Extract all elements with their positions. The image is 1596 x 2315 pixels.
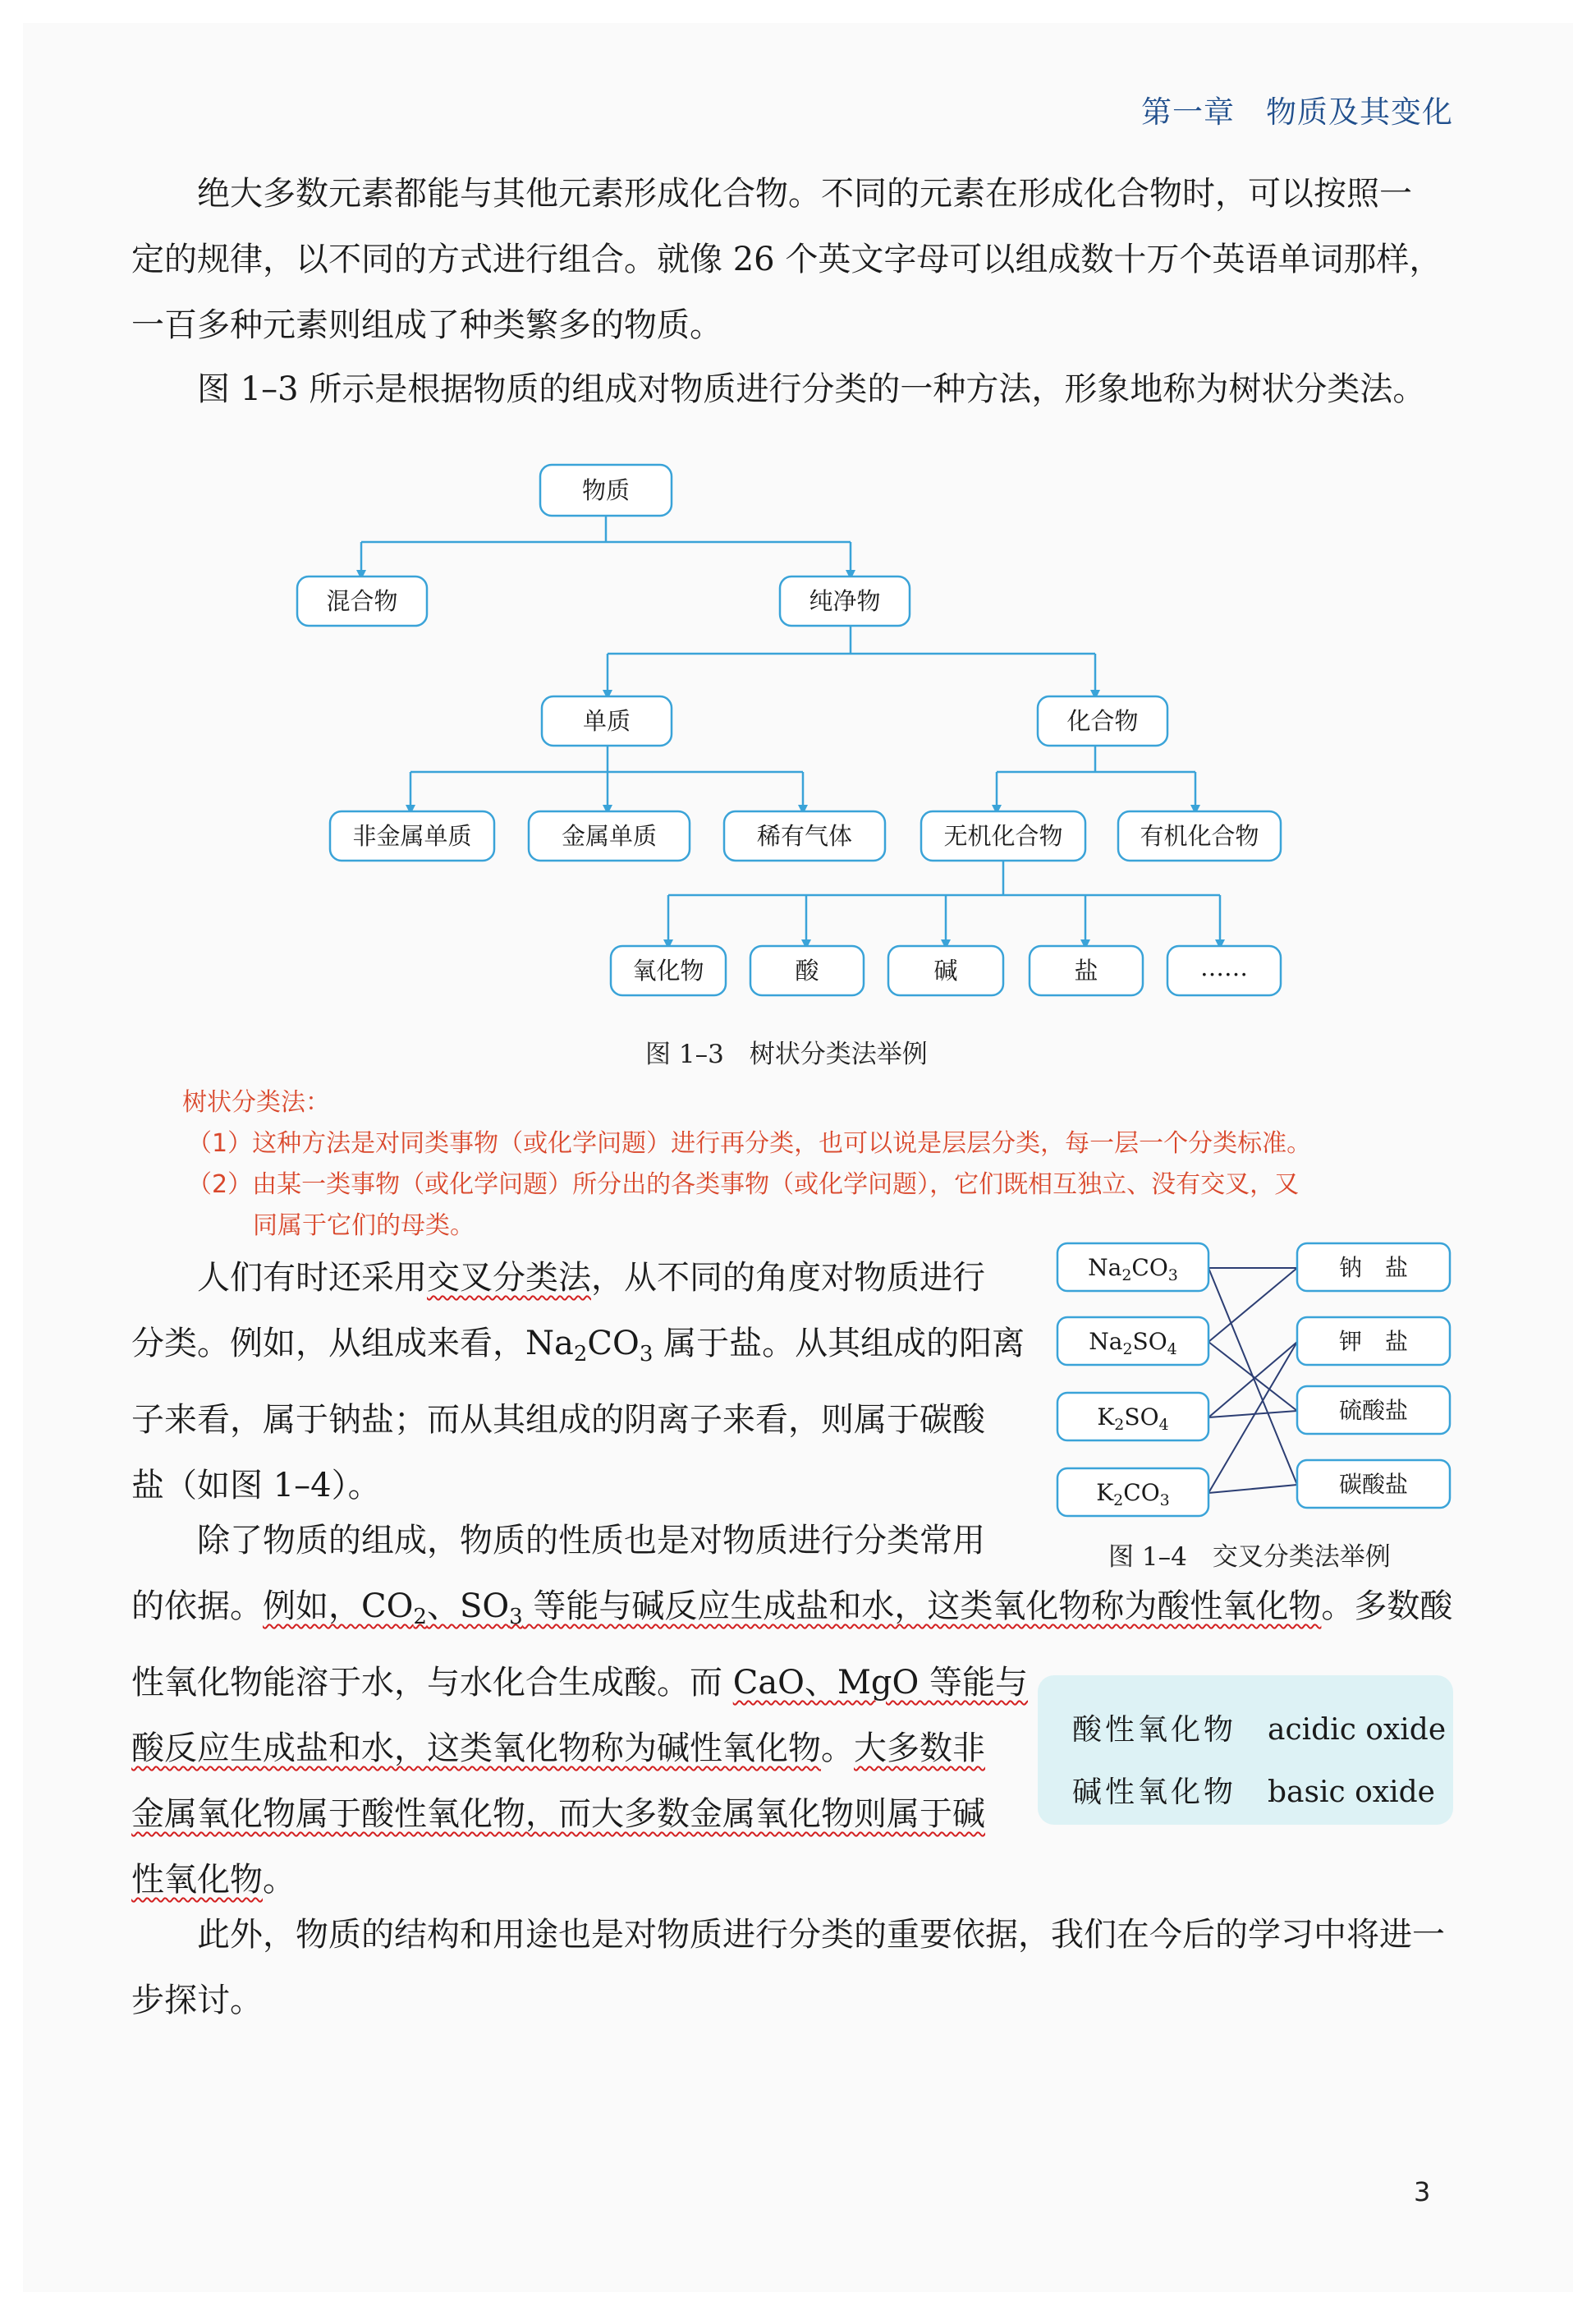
paragraph-3-line-4: 盐（如图 1–4）。 — [131, 1467, 381, 1504]
tree-label-mixture: 混合物 — [326, 587, 398, 615]
paragraph-4-line-1: 除了物质的组成，物质的性质也是对物质进行分类常用 — [197, 1522, 985, 1559]
tree-label-more: …… — [1200, 953, 1248, 981]
cross-classification-diagram — [1051, 1232, 1461, 1527]
figure-1-4-caption: 图 1–4 交叉分类法举例 — [1108, 1542, 1391, 1572]
tree-method-notes — [182, 1082, 1479, 1247]
tree-label-element: 单质 — [582, 707, 631, 735]
paragraph-5-line-2: 步探讨。 — [131, 1982, 263, 2019]
paragraph-5-line-1: 此外，物质的结构和用途也是对物质进行分类的重要依据，我们在今后的学习中将进一 — [197, 1916, 1445, 1954]
cross-links — [1208, 1268, 1297, 1493]
paragraph-4-line-3: 性氧化物能溶于水，与水化合生成酸。而 CaO、MgO 等能与 — [131, 1664, 1029, 1702]
paragraph-3-line-1: 人们有时还采用交叉分类法，从不同的角度对物质进行 — [197, 1259, 985, 1297]
tree-label-compound: 化合物 — [1066, 707, 1139, 735]
tree-label-oxide: 氧化物 — [632, 957, 704, 985]
cross-label-sodium-salt: 钠 盐 — [1338, 1254, 1409, 1281]
cross-classification-term: 交叉分类法 — [427, 1259, 591, 1297]
acidic-oxide-definition: 例如，$CO_2$、$SO_3$ 等能与碱反应生成盐和水，这类氧化物称为酸性氧化物 — [263, 1587, 1322, 1629]
cross-label-na2co3: $Na_2CO_3$ — [1088, 1254, 1178, 1284]
basic-oxide-definition-start: CaO、MgO 等能与 — [732, 1664, 1029, 1702]
tree-label-inorganic: 无机化合物 — [943, 822, 1063, 850]
tree-label-noble-gas: 稀有气体 — [756, 822, 853, 850]
tree-label-organic: 有机化合物 — [1140, 822, 1259, 850]
tree-label-base: 碱 — [933, 957, 958, 985]
notes-item-2-line-1: （2）由某一类事物（或化学问题）所分出的各类事物（或化学问题），它们既相互独立、没有交叉，又 — [187, 1170, 1300, 1199]
tree-label-salt: 盐 — [1074, 957, 1098, 985]
paragraph-3 — [131, 1245, 1034, 1518]
paragraph-2-text: 图 1–3 所示是根据物质的组成对物质进行分类的一种方法，形象地称为树状分类法。 — [197, 370, 1426, 408]
page-number: 3 — [1414, 2176, 1431, 2207]
cross-label-potassium-salt: 钾 盐 — [1338, 1328, 1409, 1355]
cross-label-k2so4: $K_2SO_4$ — [1097, 1403, 1169, 1434]
paragraph-3-line-3: 子来看，属于钠盐；而从其组成的阴离子来看，则属于碳酸 — [131, 1401, 985, 1439]
cross-label-na2so4: $Na_2SO_4$ — [1089, 1328, 1177, 1358]
cross-label-carbonate: 碳酸盐 — [1338, 1471, 1409, 1498]
paragraph-1-line-1: 绝大多数元素都能与其他元素形成化合物。不同的元素在形成化合物时，可以按照一 — [197, 175, 1412, 213]
tree-label-pure-substance: 纯净物 — [809, 587, 881, 615]
figure-1-3-caption: 图 1–3 树状分类法举例 — [645, 1040, 928, 1069]
notes-item-1: （1）这种方法是对同类事物（或化学问题）进行再分类，也可以说是层层分类，每一层一个分类标准。 — [187, 1129, 1312, 1158]
paragraph-4-line-2: 的依据。例如，$CO_2$、$SO_3$ 等能与碱反应生成盐和水，这类氧化物称为酸性氧化物。多数酸 — [131, 1587, 1453, 1629]
cross-label-sulfate: 硫酸盐 — [1338, 1397, 1409, 1424]
tree-label-acid: 酸 — [795, 957, 819, 985]
paragraph-4-line-6: 性氧化物。 — [131, 1861, 296, 1899]
chapter-header: 第一章 物质及其变化 — [1141, 94, 1453, 130]
paragraph-1-line-2: 定的规律，以不同的方式进行组合。就像 26 个英文字母可以组成数十万个英语单词那样， — [131, 241, 1442, 278]
notes-item-2-line-2: 同属于它们的母类。 — [253, 1211, 475, 1240]
tree-label-metal: 金属单质 — [561, 822, 658, 850]
glossary-box — [1038, 1675, 1453, 1825]
tree-diagram — [0, 0, 1596, 1068]
glossary-basic-oxide: 碱性氧化物 basic oxide — [1072, 1775, 1435, 1809]
basic-oxide-definition-end: 酸反应生成盐和水，这类氧化物称为碱性氧化物 — [131, 1729, 821, 1767]
paragraph-1-line-3: 一百多种元素则组成了种类繁多的物质。 — [131, 306, 722, 344]
tree-label-root: 物质 — [581, 476, 631, 504]
paragraph-4-line-4: 酸反应生成盐和水，这类氧化物称为碱性氧化物。大多数非 — [131, 1729, 985, 1767]
glossary-acidic-oxide: 酸性氧化物 acidic oxide — [1072, 1713, 1447, 1747]
nonmetal-oxide-statement-end: 性氧化物 — [131, 1861, 263, 1899]
paragraph-5 — [131, 1902, 1478, 2033]
notes-title: 树状分类法： — [182, 1088, 330, 1117]
cross-label-k2co3: $K_2CO_3$ — [1096, 1479, 1170, 1509]
nonmetal-oxide-statement-start: 大多数非 — [854, 1729, 985, 1767]
tree-label-nonmetal: 非金属单质 — [352, 822, 472, 850]
nonmetal-oxide-statement: 金属氧化物属于酸性氧化物，而大多数金属氧化物则属于碱 — [131, 1795, 985, 1833]
paragraph-3-line-2: 分类。例如，从组成来看，$Na_2CO_3$ 属于盐。从其组成的阳离 — [131, 1325, 1025, 1366]
